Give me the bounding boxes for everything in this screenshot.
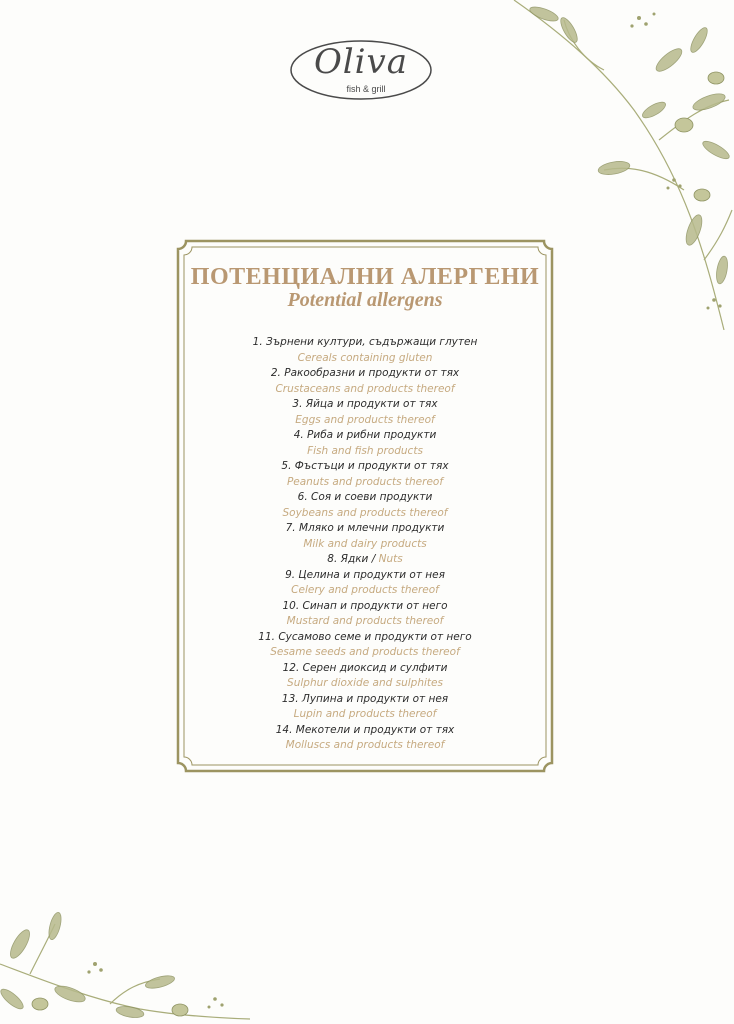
oliva-logo	[289, 39, 433, 101]
allergen-bg: 1. Зърнени култури, съдържащи глутен	[252, 336, 478, 348]
allergen-bg: 5. Фъстъци и продукти от тях	[281, 460, 449, 472]
list-item	[176, 630, 554, 661]
allergen-bg: 12. Серен диоксид и сулфити	[282, 661, 448, 674]
logo-tagline: fish & grill	[346, 84, 386, 94]
allergen-en: Milk and dairy products	[303, 537, 427, 550]
allergen-bg: 3. Яйца и продукти от тях	[292, 398, 438, 410]
list-item	[176, 552, 554, 568]
allergen-bg: 11. Сусамово семе и продукти от него	[258, 630, 472, 643]
allergen-en: Lupin and products thereof	[293, 708, 437, 720]
heading-english: Potential allergens	[287, 289, 443, 311]
allergen-bg: 14. Мекотели и продукти от тях	[275, 723, 455, 736]
list-item	[176, 335, 554, 366]
allergen-bg: 2. Ракообразни и продукти от тях	[270, 367, 460, 379]
allergen-en: Crustaceans and products thereof	[275, 382, 455, 395]
list-item	[176, 366, 554, 397]
list-item	[176, 459, 554, 490]
logo-wordmark: Oliva	[313, 42, 409, 82]
allergen-bg: 4. Риба и рибни продукти	[293, 429, 437, 441]
olive-branch-icon	[0, 904, 250, 1024]
allergen-en: Nuts	[378, 553, 403, 565]
list-item	[176, 723, 554, 754]
list-item	[176, 521, 554, 552]
allergen-bg: 8. Ядки /	[327, 553, 379, 565]
allergen-combined-line	[176, 552, 554, 568]
allergen-en: Cereals containing gluten	[297, 351, 433, 364]
list-item	[176, 568, 554, 599]
allergen-en: Sulphur dioxide and sulphites	[287, 677, 443, 689]
allergen-frame	[176, 239, 554, 773]
list-item	[176, 490, 554, 521]
allergen-en: Mustard and products thereof	[286, 615, 444, 627]
allergen-bg: 6. Соя и соеви продукти	[297, 491, 433, 503]
heading-bulgarian: ПОТЕНЦИАЛНИ АЛЕРГЕНИ	[190, 264, 540, 290]
allergen-bg: 13. Лупина и продукти от нея	[281, 692, 449, 705]
allergen-list	[176, 335, 554, 754]
allergen-en: Sesame seeds and products thereof	[270, 646, 460, 658]
list-item	[176, 428, 554, 459]
list-item	[176, 661, 554, 692]
allergen-en: Celery and products thereof	[291, 584, 439, 596]
allergen-en: Molluscs and products thereof	[285, 739, 445, 751]
allergen-en: Eggs and products thereof	[295, 413, 435, 426]
allergen-bg: 10. Синап и продукти от него	[282, 599, 448, 612]
allergen-en: Peanuts and products thereof	[286, 475, 444, 488]
list-item	[176, 599, 554, 630]
allergen-en: Soybeans and products thereof	[282, 506, 448, 519]
allergen-bg: 7. Мляко и млечни продукти	[285, 522, 445, 534]
allergen-bg: 9. Целина и продукти от нея	[285, 568, 445, 581]
allergen-en: Fish and fish products	[307, 444, 423, 457]
list-item	[176, 397, 554, 428]
list-item	[176, 692, 554, 723]
